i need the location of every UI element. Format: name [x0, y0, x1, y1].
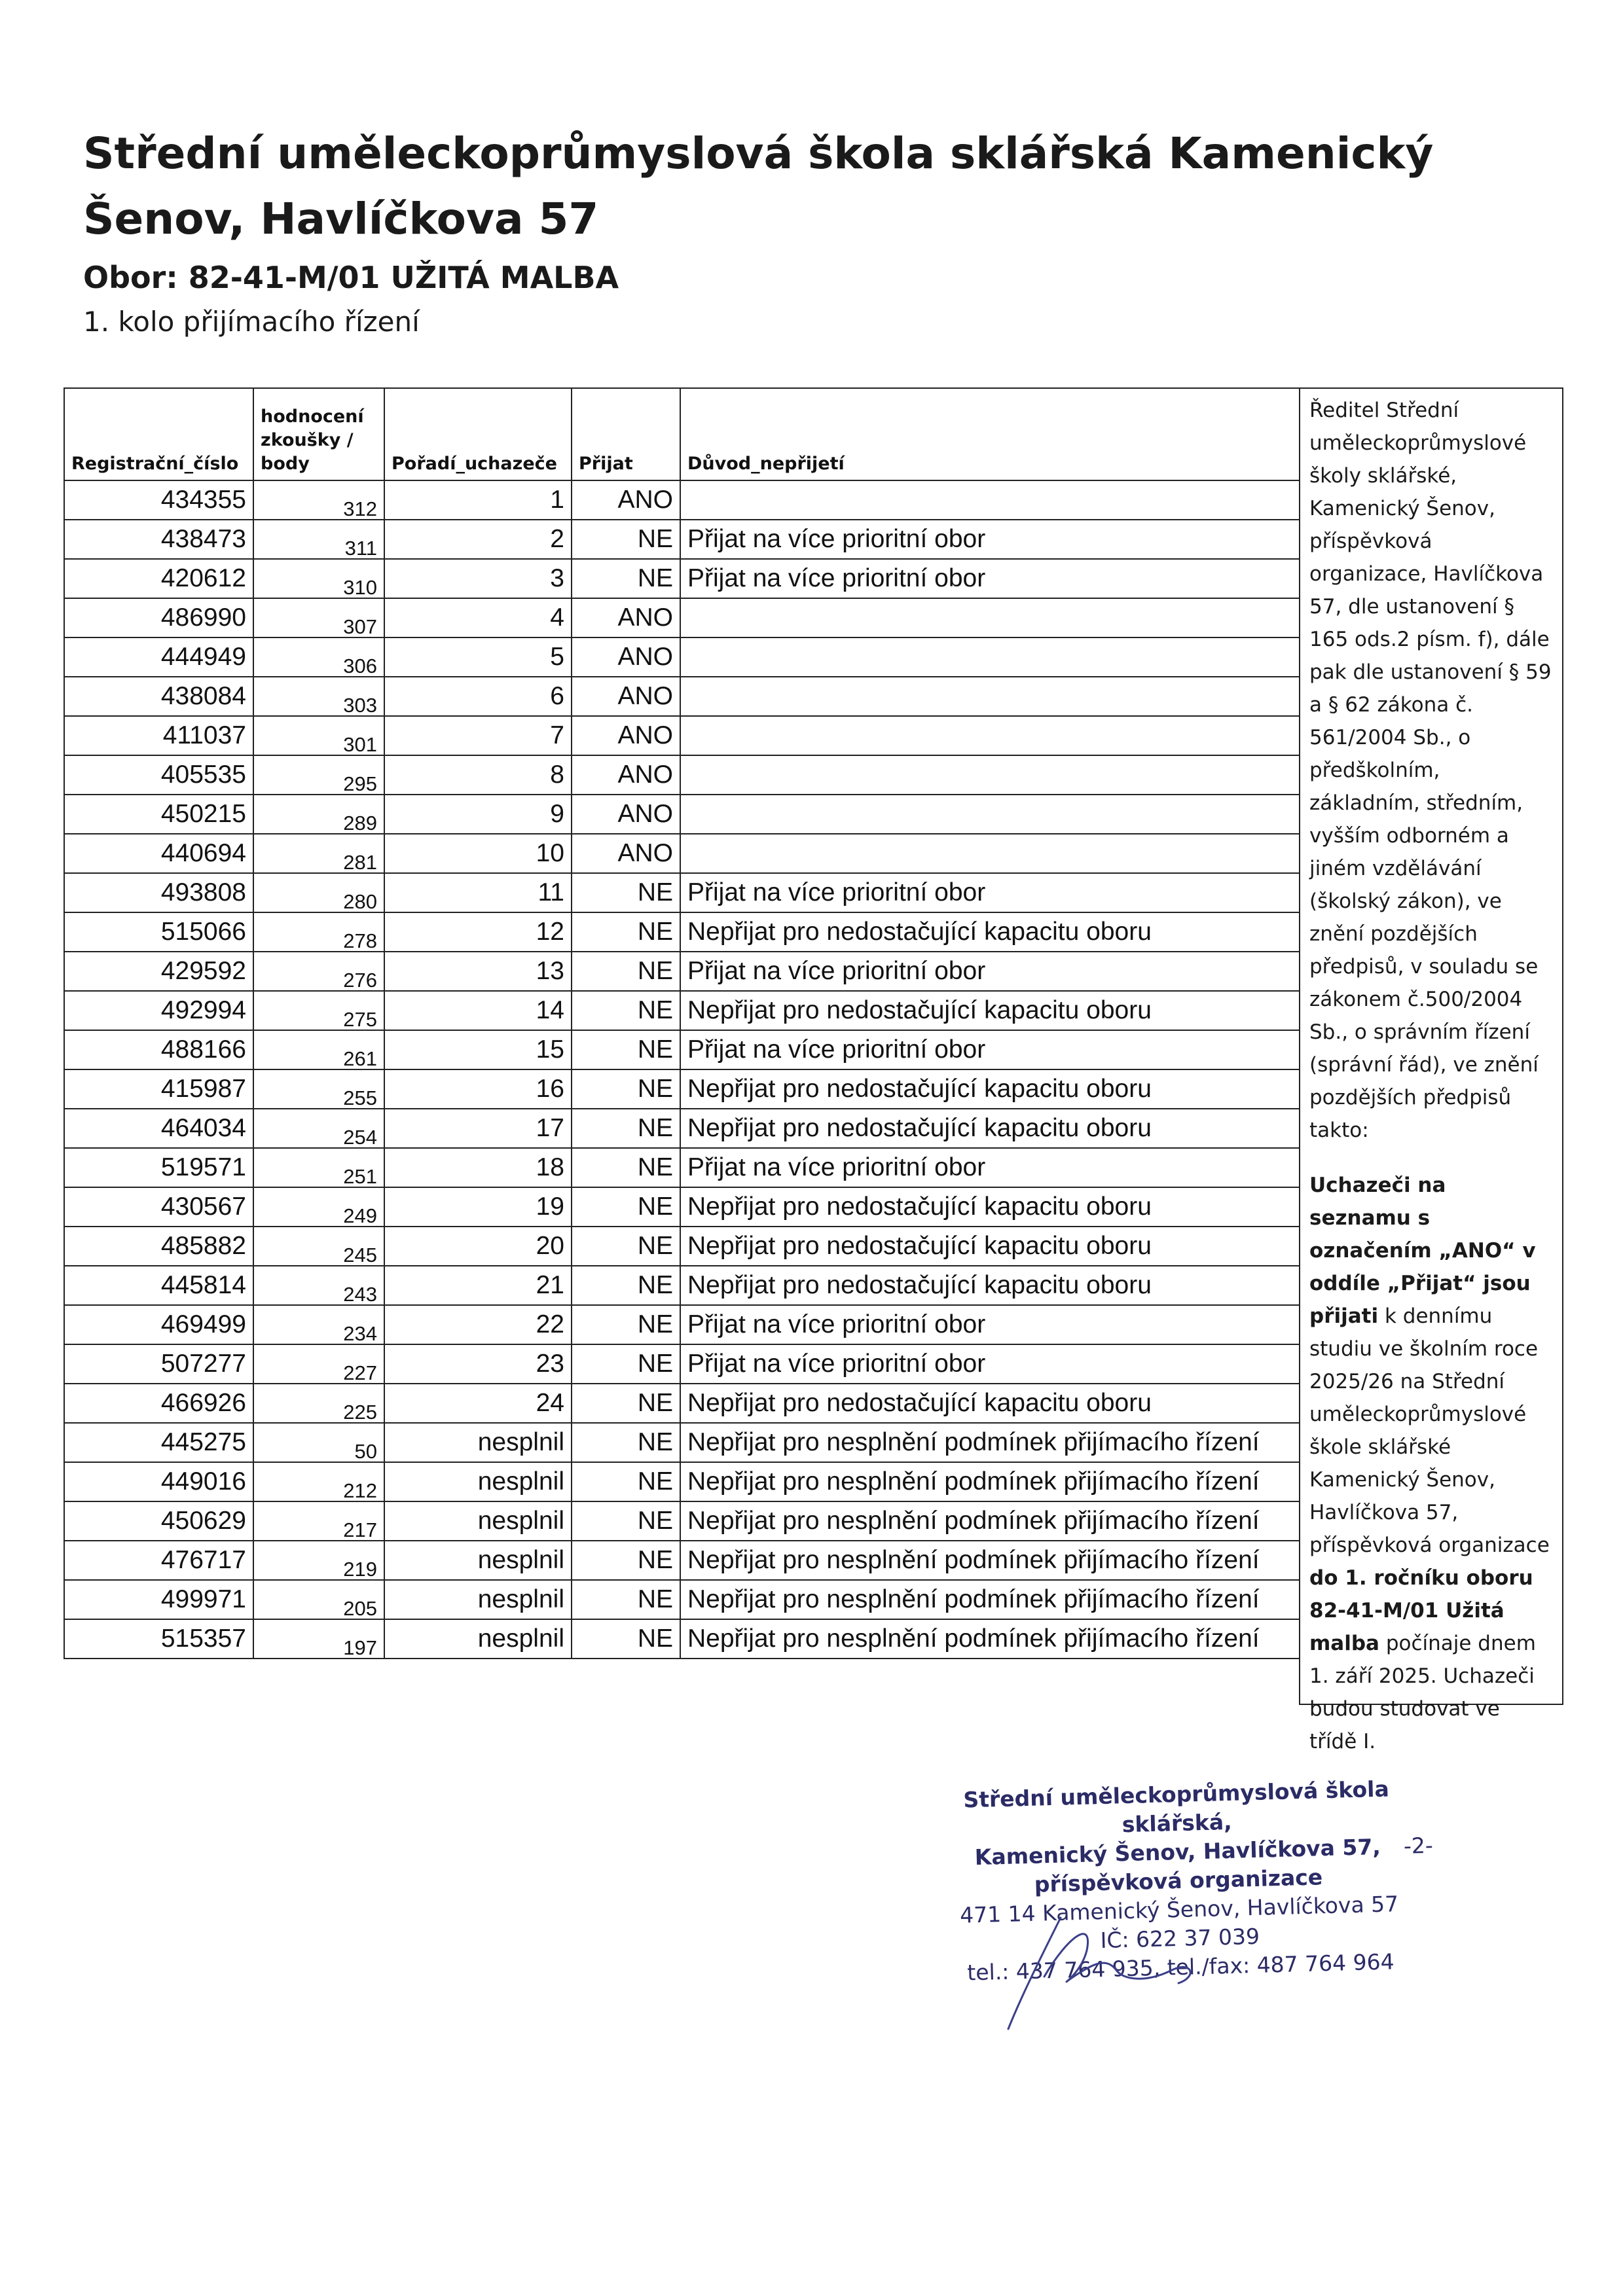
- table-row: [64, 1344, 1300, 1384]
- cell-body: 225: [253, 1384, 384, 1423]
- cell-body: 197: [253, 1619, 384, 1659]
- results-table: [64, 387, 1300, 1659]
- col-header-poradi: Pořadí_uchazeče: [384, 388, 572, 480]
- cell-reg: 411037: [64, 716, 253, 755]
- cell-reg: 445275: [64, 1423, 253, 1462]
- cell-reg: 434355: [64, 480, 253, 520]
- cell-duvod: [680, 755, 1300, 795]
- cell-body: 261: [253, 1030, 384, 1069]
- cell-duvod: [680, 598, 1300, 637]
- cell-poradi: nesplnil: [384, 1423, 572, 1462]
- table-row: [64, 520, 1300, 559]
- table-row: [64, 637, 1300, 677]
- cell-poradi: 24: [384, 1384, 572, 1423]
- cell-body: 254: [253, 1109, 384, 1148]
- cell-prijat: NE: [572, 1344, 680, 1384]
- cell-reg: 405535: [64, 755, 253, 795]
- decision-statement: [1309, 1169, 1553, 1758]
- table-row: [64, 873, 1300, 912]
- table-row: [64, 1462, 1300, 1501]
- table-row: [64, 1069, 1300, 1109]
- cell-prijat: NE: [572, 873, 680, 912]
- cell-prijat: ANO: [572, 834, 680, 873]
- cell-body: 311: [253, 520, 384, 559]
- cell-prijat: NE: [572, 1069, 680, 1109]
- cell-duvod: [680, 677, 1300, 716]
- cell-body: 243: [253, 1266, 384, 1305]
- cell-duvod: [680, 480, 1300, 520]
- cell-prijat: ANO: [572, 677, 680, 716]
- cell-body: 303: [253, 677, 384, 716]
- cell-reg: 507277: [64, 1344, 253, 1384]
- table-row: [64, 755, 1300, 795]
- cell-duvod: Přijat na více prioritní obor: [680, 873, 1300, 912]
- cell-reg: 415987: [64, 1069, 253, 1109]
- stamp-line-2: Kamenický Šenov, Havlíčkova 57,: [974, 1833, 1381, 1871]
- cell-poradi: 4: [384, 598, 572, 637]
- table-row: [64, 991, 1300, 1030]
- cell-body: 205: [253, 1580, 384, 1619]
- col-header-prijat: Přijat: [572, 388, 680, 480]
- cell-body: 50: [253, 1423, 384, 1462]
- cell-duvod: Nepřijat pro nesplnění podmínek přijímacího řízení: [680, 1580, 1300, 1619]
- table-row: [64, 1619, 1300, 1659]
- cell-prijat: ANO: [572, 480, 680, 520]
- cell-prijat: NE: [572, 1148, 680, 1187]
- decision-intro: Ředitel Střední uměleckoprůmyslové školy sklářské, Kamenický Šenov, příspěvková organizace, Havlíčkova 57, dle ustanovení § 165 ods.2 písm. f), dále pak dle ustanovení § 59 a § 62 zákona č. 561/2004 Sb., o předškolním, základním, středním, vyšším odborném a jiném vzdělávání (školský zákon), ve znění pozdějších předpisů, v souladu se zákonem č.500/2004 Sb., o správním řízení (správní řád), ve znění pozdějších předpisů takto:: [1309, 399, 1552, 1142]
- cell-body: 281: [253, 834, 384, 873]
- cell-prijat: NE: [572, 952, 680, 991]
- stamp-line-1: Střední uměleckoprůmyslová škola sklářská,: [962, 1776, 1390, 1838]
- cell-reg: 420612: [64, 559, 253, 598]
- cell-body: 310: [253, 559, 384, 598]
- decision-end: počínaje dnem 1. září 2025. Uchazeči budou studovat ve třídě I.: [1309, 1632, 1536, 1753]
- cell-body: 280: [253, 873, 384, 912]
- cell-poradi: 20: [384, 1227, 572, 1266]
- cell-reg: 440694: [64, 834, 253, 873]
- cell-body: 249: [253, 1187, 384, 1227]
- cell-poradi: 10: [384, 834, 572, 873]
- cell-duvod: Přijat na více prioritní obor: [680, 1030, 1300, 1069]
- cell-duvod: Nepřijat pro nedostačující kapacitu oboru: [680, 1227, 1300, 1266]
- cell-poradi: 7: [384, 716, 572, 755]
- cell-reg: 485882: [64, 1227, 253, 1266]
- cell-reg: 499971: [64, 1580, 253, 1619]
- cell-duvod: Přijat na více prioritní obor: [680, 1305, 1300, 1344]
- table-row: [64, 795, 1300, 834]
- cell-body: 219: [253, 1541, 384, 1580]
- cell-reg: 444949: [64, 637, 253, 677]
- table-row: [64, 1580, 1300, 1619]
- cell-duvod: Nepřijat pro nedostačující kapacitu oboru: [680, 1187, 1300, 1227]
- cell-body: 275: [253, 991, 384, 1030]
- cell-prijat: NE: [572, 559, 680, 598]
- decision-mid: k dennímu studiu ve školním roce 2025/26 na Střední uměleckoprůmyslové škole sklářské Kamenický Šenov, Havlíčkova 57, příspěvková organizace: [1309, 1304, 1550, 1557]
- cell-duvod: [680, 834, 1300, 873]
- cell-duvod: Nepřijat pro nedostačující kapacitu oboru: [680, 912, 1300, 952]
- cell-reg: 438473: [64, 520, 253, 559]
- cell-poradi: 6: [384, 677, 572, 716]
- cell-reg: 515066: [64, 912, 253, 952]
- decision-text-column: [1299, 387, 1563, 1753]
- cell-duvod: Nepřijat pro nedostačující kapacitu oboru: [680, 1384, 1300, 1423]
- cell-reg: 466926: [64, 1384, 253, 1423]
- cell-reg: 519571: [64, 1148, 253, 1187]
- cell-duvod: Přijat na více prioritní obor: [680, 952, 1300, 991]
- cell-duvod: Nepřijat pro nedostačující kapacitu oboru: [680, 1109, 1300, 1148]
- cell-duvod: [680, 795, 1300, 834]
- cell-reg: 464034: [64, 1109, 253, 1148]
- stamp-line-4: 471 14 Kamenický Šenov, Havlíčkova 57: [959, 1891, 1399, 1928]
- cell-poradi: 18: [384, 1148, 572, 1187]
- cell-prijat: NE: [572, 1266, 680, 1305]
- cell-body: 306: [253, 637, 384, 677]
- cell-duvod: Nepřijat pro nedostačující kapacitu oboru: [680, 1266, 1300, 1305]
- cell-duvod: Přijat na více prioritní obor: [680, 1148, 1300, 1187]
- cell-poradi: 1: [384, 480, 572, 520]
- cell-prijat: NE: [572, 1619, 680, 1659]
- cell-prijat: NE: [572, 1030, 680, 1069]
- cell-reg: 429592: [64, 952, 253, 991]
- kolo-subheading: 1. kolo přijímacího řízení: [83, 306, 420, 338]
- cell-poradi: 3: [384, 559, 572, 598]
- table-row: [64, 912, 1300, 952]
- cell-prijat: NE: [572, 1187, 680, 1227]
- cell-duvod: [680, 716, 1300, 755]
- cell-duvod: Přijat na více prioritní obor: [680, 520, 1300, 559]
- cell-poradi: 5: [384, 637, 572, 677]
- cell-duvod: Přijat na více prioritní obor: [680, 559, 1300, 598]
- cell-reg: 449016: [64, 1462, 253, 1501]
- cell-duvod: [680, 637, 1300, 677]
- table-row: [64, 677, 1300, 716]
- table-row: [64, 480, 1300, 520]
- table-row: [64, 1148, 1300, 1187]
- cell-reg: 438084: [64, 677, 253, 716]
- cell-prijat: NE: [572, 1109, 680, 1148]
- col-header-duvod: Důvod_nepřijetí: [680, 388, 1300, 480]
- cell-prijat: NE: [572, 1423, 680, 1462]
- col-header-body: hodnocení zkoušky / body: [253, 388, 384, 480]
- cell-prijat: ANO: [572, 716, 680, 755]
- cell-body: 227: [253, 1344, 384, 1384]
- cell-prijat: NE: [572, 1227, 680, 1266]
- cell-body: 301: [253, 716, 384, 755]
- cell-reg: 476717: [64, 1541, 253, 1580]
- cell-prijat: ANO: [572, 637, 680, 677]
- table-row: [64, 1266, 1300, 1305]
- cell-poradi: 16: [384, 1069, 572, 1109]
- cell-prijat: NE: [572, 1462, 680, 1501]
- cell-duvod: Nepřijat pro nesplnění podmínek přijímacího řízení: [680, 1462, 1300, 1501]
- cell-poradi: nesplnil: [384, 1462, 572, 1501]
- cell-reg: 469499: [64, 1305, 253, 1344]
- cell-poradi: 22: [384, 1305, 572, 1344]
- table-row: [64, 1187, 1300, 1227]
- cell-poradi: 8: [384, 755, 572, 795]
- cell-body: 289: [253, 795, 384, 834]
- cell-duvod: Nepřijat pro nedostačující kapacitu oboru: [680, 1069, 1300, 1109]
- cell-body: 245: [253, 1227, 384, 1266]
- table-row: [64, 1109, 1300, 1148]
- cell-prijat: NE: [572, 1305, 680, 1344]
- cell-body: 276: [253, 952, 384, 991]
- table-row: [64, 1541, 1300, 1580]
- cell-body: 295: [253, 755, 384, 795]
- cell-poradi: 9: [384, 795, 572, 834]
- cell-body: 234: [253, 1305, 384, 1344]
- cell-poradi: 2: [384, 520, 572, 559]
- cell-prijat: ANO: [572, 598, 680, 637]
- decision-bold-1: Uchazeči na seznamu s označením „ANO“ v oddíle „Přijat“ jsou přijati: [1309, 1174, 1536, 1328]
- cell-duvod: Nepřijat pro nesplnění podmínek přijímacího řízení: [680, 1423, 1300, 1462]
- table-row: [64, 1030, 1300, 1069]
- table-row: [64, 952, 1300, 991]
- cell-poradi: nesplnil: [384, 1580, 572, 1619]
- table-row: [64, 559, 1300, 598]
- cell-prijat: NE: [572, 912, 680, 952]
- cell-poradi: 17: [384, 1109, 572, 1148]
- cell-poradi: nesplnil: [384, 1619, 572, 1659]
- table-row: [64, 1501, 1300, 1541]
- cell-prijat: NE: [572, 1541, 680, 1580]
- cell-prijat: NE: [572, 991, 680, 1030]
- cell-duvod: Nepřijat pro nesplnění podmínek přijímacího řízení: [680, 1541, 1300, 1580]
- table-row: [64, 716, 1300, 755]
- cell-reg: 450629: [64, 1501, 253, 1541]
- table-row: [64, 1423, 1300, 1462]
- table-row: [64, 1305, 1300, 1344]
- cell-body: 212: [253, 1462, 384, 1501]
- cell-poradi: nesplnil: [384, 1501, 572, 1541]
- signature: [982, 1878, 1257, 2036]
- cell-prijat: ANO: [572, 755, 680, 795]
- cell-reg: 492994: [64, 991, 253, 1030]
- obor-heading: Obor: 82-41-M/01 UŽITÁ MALBA: [83, 260, 619, 295]
- decision-bold-2: do 1. ročníku oboru 82-41-M/01 Užitá malba: [1309, 1566, 1533, 1655]
- cell-reg: 488166: [64, 1030, 253, 1069]
- cell-body: 251: [253, 1148, 384, 1187]
- cell-poradi: 21: [384, 1266, 572, 1305]
- cell-prijat: NE: [572, 1384, 680, 1423]
- cell-poradi: nesplnil: [384, 1541, 572, 1580]
- table-row: [64, 1227, 1300, 1266]
- page-number: -2-: [1403, 1832, 1434, 1859]
- cell-prijat: NE: [572, 1580, 680, 1619]
- cell-duvod: Přijat na více prioritní obor: [680, 1344, 1300, 1384]
- cell-reg: 445814: [64, 1266, 253, 1305]
- cell-body: 278: [253, 912, 384, 952]
- cell-prijat: NE: [572, 520, 680, 559]
- cell-poradi: 13: [384, 952, 572, 991]
- cell-poradi: 14: [384, 991, 572, 1030]
- cell-reg: 515357: [64, 1619, 253, 1659]
- cell-reg: 430567: [64, 1187, 253, 1227]
- cell-duvod: Nepřijat pro nesplnění podmínek přijímacího řízení: [680, 1619, 1300, 1659]
- cell-poradi: 19: [384, 1187, 572, 1227]
- cell-body: 312: [253, 480, 384, 520]
- cell-poradi: 12: [384, 912, 572, 952]
- page-title: Střední uměleckoprůmyslová škola sklářská Kamenický Šenov, Havlíčkova 57: [83, 128, 1434, 244]
- cell-poradi: 15: [384, 1030, 572, 1069]
- cell-reg: 450215: [64, 795, 253, 834]
- cell-poradi: 23: [384, 1344, 572, 1384]
- stamp-line-3: příspěvková organizace: [1034, 1864, 1323, 1897]
- cell-reg: 493808: [64, 873, 253, 912]
- cell-duvod: Nepřijat pro nedostačující kapacitu oboru: [680, 991, 1300, 1030]
- cell-poradi: 11: [384, 873, 572, 912]
- cell-prijat: NE: [572, 1501, 680, 1541]
- cell-duvod: Nepřijat pro nesplnění podmínek přijímacího řízení: [680, 1501, 1300, 1541]
- table-header-row: [64, 388, 1300, 480]
- cell-body: 307: [253, 598, 384, 637]
- cell-body: 255: [253, 1069, 384, 1109]
- cell-prijat: ANO: [572, 795, 680, 834]
- table-row: [64, 1384, 1300, 1423]
- col-header-reg: Registrační_číslo: [64, 388, 253, 480]
- table-row: [64, 834, 1300, 873]
- cell-body: 217: [253, 1501, 384, 1541]
- stamp-line-6: tel.: 437 764 935, tel./fax: 487 764 964: [966, 1948, 1395, 1986]
- table-row: [64, 598, 1300, 637]
- cell-reg: 486990: [64, 598, 253, 637]
- stamp-line-5: IČ: 622 37 039: [1100, 1923, 1260, 1954]
